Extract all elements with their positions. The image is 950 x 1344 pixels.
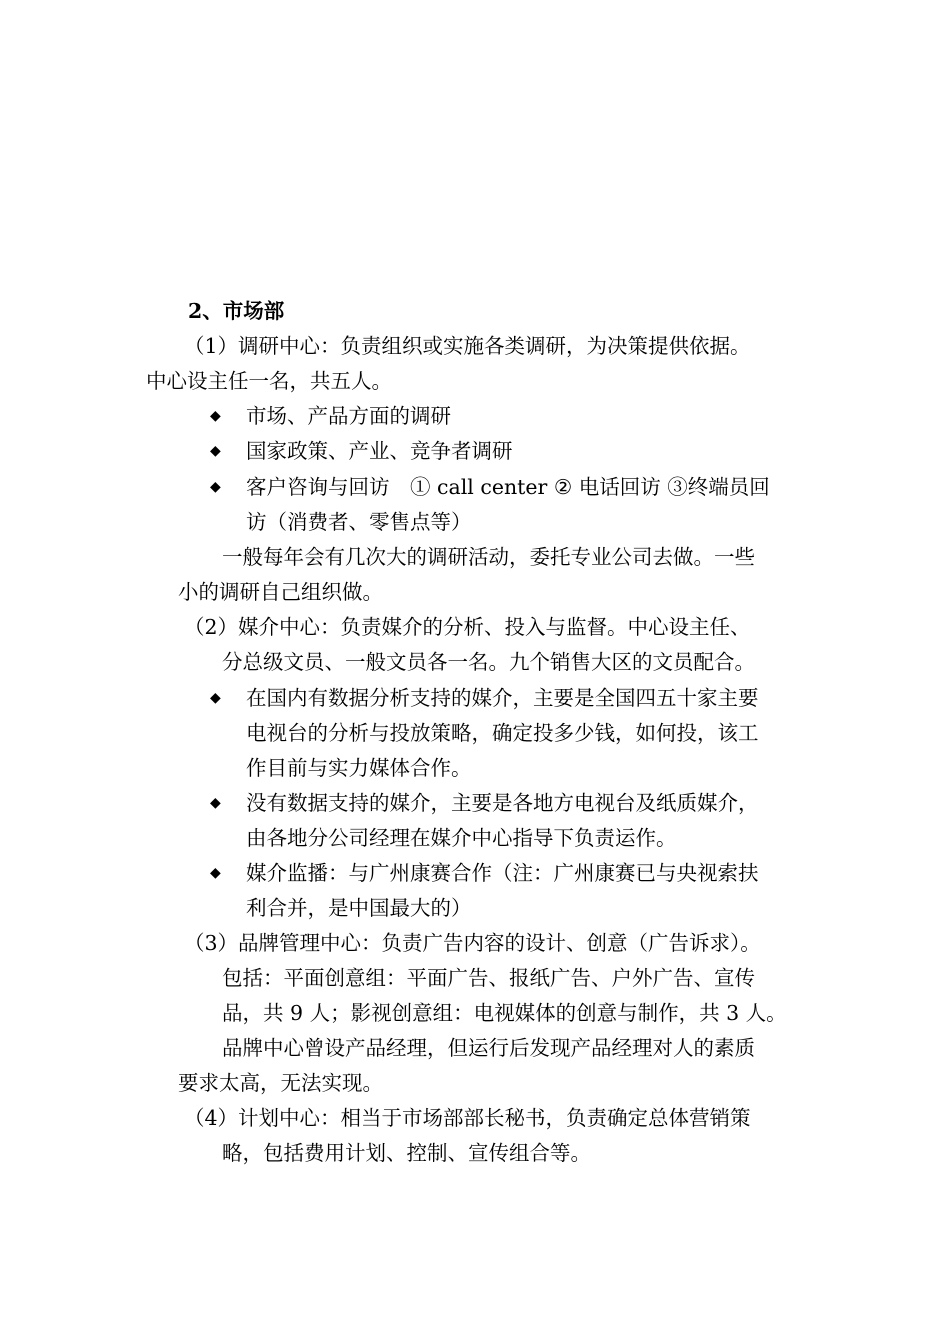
- diamond-bullet-icon: ◆: [210, 443, 221, 459]
- brand-center-line-5: 要求太高，无法实现。: [178, 1071, 383, 1095]
- research-bullet-2: 国家政策、产业、竞争者调研: [246, 439, 513, 463]
- brand-center-line-3: 品，共 9 人；影视创意组：电视媒体的创意与制作，共 3 人。: [222, 1001, 787, 1025]
- diamond-bullet-icon: ◆: [210, 690, 221, 706]
- media-bullet-1-line-1: 在国内有数据分析支持的媒介，主要是全国四五十家主要: [246, 686, 759, 710]
- diamond-bullet-icon: ◆: [210, 408, 221, 424]
- brand-center-line-4: 品牌中心曾设产品经理，但运行后发现产品经理对人的素质: [222, 1036, 755, 1060]
- media-bullet-3-line-2: 利合并，是中国最大的）: [246, 896, 472, 920]
- research-bullet-3-cont: 访（消费者、零售点等）: [246, 510, 472, 534]
- research-note-line-1: 一般每年会有几次大的调研活动，委托专业公司去做。一些: [222, 545, 755, 569]
- research-center-line-2: 中心设主任一名，共五人。: [146, 369, 392, 393]
- media-bullet-1-line-3: 作目前与实力媒体合作。: [246, 756, 472, 780]
- research-bullet-1: 市场、产品方面的调研: [246, 404, 451, 428]
- media-bullet-3-line-1: 媒介监播：与广州康赛合作（注：广州康赛已与央视索扶: [246, 861, 759, 885]
- diamond-bullet-icon: ◆: [210, 865, 221, 881]
- media-bullet-1-line-2: 电视台的分析与投放策略，确定投多少钱，如何投，该工: [246, 721, 759, 745]
- brand-center-line-2: 包括：平面创意组：平面广告、报纸广告、户外广告、宣传: [222, 966, 755, 990]
- diamond-bullet-icon: ◆: [210, 795, 221, 811]
- plan-center-line-2: 略，包括费用计划、控制、宣传组合等。: [222, 1141, 591, 1165]
- section-title: 2、市场部: [188, 299, 285, 323]
- media-bullet-2-line-1: 没有数据支持的媒介，主要是各地方电视台及纸质媒介，: [246, 791, 759, 815]
- media-center-line-1: （2）媒介中心：负责媒介的分析、投入与监督。中心设主任、: [184, 615, 751, 639]
- diamond-bullet-icon: ◆: [210, 479, 221, 495]
- brand-center-line-1: （3）品牌管理中心：负责广告内容的设计、创意（广告诉求）。: [184, 931, 761, 955]
- media-center-line-2: 分总级文员、一般文员各一名。九个销售大区的文员配合。: [222, 650, 755, 674]
- research-bullet-3: 客户咨询与回访 ① call center ② 电话回访 ③终端员回: [246, 475, 770, 499]
- plan-center-line-1: （4）计划中心：相当于市场部部长秘书，负责确定总体营销策: [184, 1106, 751, 1130]
- research-note-line-2: 小的调研自己组织做。: [178, 580, 383, 604]
- research-center-line-1: （1）调研中心：负责组织或实施各类调研，为决策提供依据。: [184, 334, 751, 358]
- media-bullet-2-line-2: 由各地分公司经理在媒介中心指导下负责运作。: [246, 826, 677, 850]
